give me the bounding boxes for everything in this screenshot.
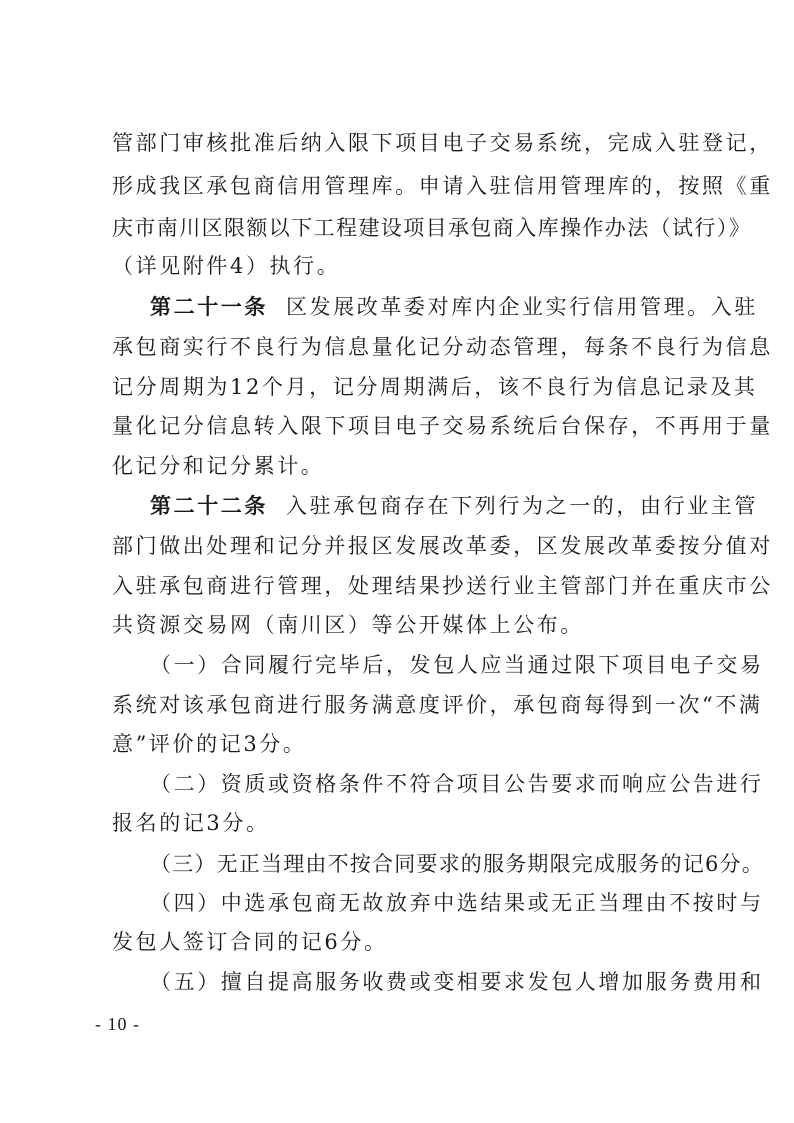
text-line: （五）擅自提高服务收费或变相要求发包人增加服务费用和 [150, 970, 764, 994]
text-line: 部门做出处理和记分并报区发展改革委，区发展改革委按分值对 [112, 534, 773, 558]
text-line: 量化记分信息转入限下项目电子交易系统后台保存，不再用于量 [112, 414, 773, 438]
text-line: 庆市南川区限额以下工程建设项目承包商入库操作办法（试行）》 [112, 216, 752, 240]
text-line: 化记分和记分累计。 [112, 454, 325, 478]
text-line: （一）合同履行完毕后，发包人应当通过限下项目电子交易 [150, 653, 764, 677]
text-line: 形成我区承包商信用管理库。申请入驻信用管理库的，按照《重 [112, 174, 773, 198]
text-span: 入驻承包商存在下列行为之一的，由行业主管 [286, 494, 758, 518]
text-line: 系统对该承包商进行服务满意度评价，承包商每得到一次“不满 [112, 693, 763, 717]
text-line: 发包人签订合同的记6分。 [112, 930, 388, 954]
article-heading: 第二十一条 [150, 294, 268, 319]
article-line [150, 292, 758, 322]
page-number: - 10 - [95, 1014, 140, 1034]
text-line: 入驻承包商进行管理，处理结果抄送行业主管部门并在重庆市公 [112, 574, 773, 598]
text-line: 报名的记3分。 [112, 811, 270, 835]
text-line: （三）无正当理由不按合同要求的服务期限完成服务的记6分。 [150, 852, 764, 876]
text-line: 共资源交易网（南川区）等公开媒体上公布。 [112, 613, 584, 637]
text-line: 意”评价的记3分。 [112, 732, 307, 756]
text-line: 记分周期为12个月，记分周期满后，该不良行为信息记录及其 [112, 375, 758, 399]
text-line: 管部门审核批准后纳入限下项目电子交易系统，完成入驻登记， [112, 131, 773, 155]
text-span: 区发展改革委对库内企业实行信用管理。入驻 [286, 295, 758, 319]
article-line [150, 491, 758, 521]
text-line: 承包商实行不良行为信息量化记分动态管理，每条不良行为信息 [112, 335, 773, 359]
text-line: （详见附件4）执行。 [112, 254, 341, 278]
text-line: （四）中选承包商无故放弃中选结果或无正当理由不按时与 [150, 891, 764, 915]
text-line: （二）资质或资格条件不符合项目公告要求而响应公告进行 [150, 772, 764, 796]
article-heading: 第二十二条 [150, 493, 268, 518]
